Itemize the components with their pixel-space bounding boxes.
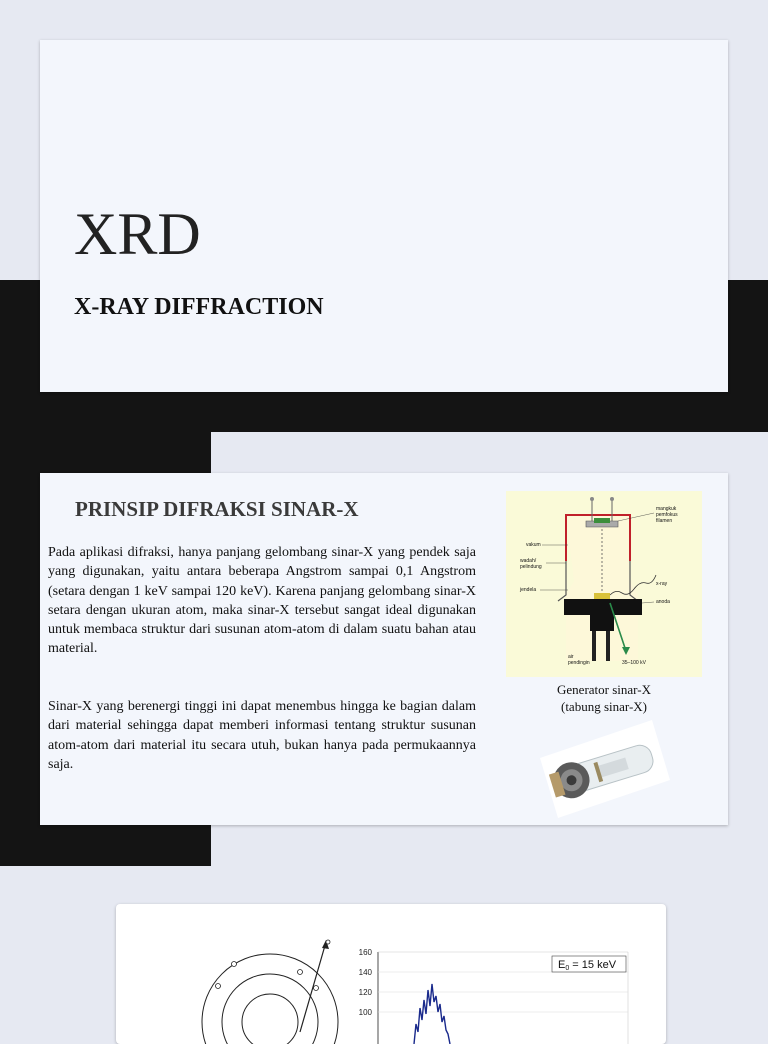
label-voltage: 35–100 kV bbox=[622, 660, 646, 666]
label-jendela: jendela bbox=[520, 587, 537, 593]
label-pendingin: pendingin bbox=[568, 660, 590, 666]
label-filamen: filamen bbox=[656, 518, 673, 524]
label-wadah: wadah/ bbox=[520, 558, 537, 564]
xray-tube-photo bbox=[540, 720, 670, 818]
y-tick-label: 100 bbox=[358, 1008, 372, 1017]
diagram-caption-line-2: (tabung sinar-X) bbox=[560, 699, 648, 714]
label-pelindung: pelindung bbox=[520, 564, 542, 570]
label-vakum: vakum bbox=[526, 542, 541, 548]
label-mangkuk: mangkuk bbox=[656, 506, 677, 512]
energy-label: E0 = 15 keV bbox=[558, 959, 617, 972]
y-tick-label: 120 bbox=[358, 988, 372, 997]
label-xray: x-ray bbox=[656, 581, 668, 587]
xray-tube-diagram bbox=[506, 491, 702, 677]
label-pemfokus: pemfokus bbox=[656, 512, 678, 518]
spectrum-plot bbox=[359, 948, 628, 1044]
diffraction-slide bbox=[116, 904, 666, 1044]
label-anoda: anoda bbox=[656, 599, 670, 605]
title-slide bbox=[40, 40, 728, 392]
page-subtitle: X-RAY DIFFRACTION bbox=[74, 294, 324, 320]
principle-slide bbox=[40, 473, 728, 825]
paragraph-1: Pada aplikasi difraksi, hanya panjang gelombang sinar-X yang pendek saja yang digunakan, yaitu antara beberapa Angstrom sampai 0,1 Angstrom (setara dengan 1 keV sampai 120 keV). Karena panjang gelombang sinar-X setara dengan ukuran atom, maka sinar-X tersebut sangat ideal digunakan untuk membaca struktur dari susunan atom-atom di dalam suatu bahan atau material. bbox=[48, 545, 476, 657]
spectrum-trace bbox=[414, 984, 450, 1044]
atom-rings bbox=[202, 954, 338, 1044]
page-title: XRD bbox=[74, 201, 201, 267]
diffraction-figure bbox=[116, 904, 666, 1044]
label-air: air bbox=[568, 654, 574, 660]
y-tick-label: 140 bbox=[358, 968, 372, 977]
y-tick-label: 160 bbox=[358, 948, 372, 957]
paragraph-2: Sinar-X yang berenergi tinggi ini dapat menembus hingga ke bagian dalam dari material sehingga dapat memberi informasi tentang struktur susunan atom-atom dari material itu secara utuh, bukan hanya pada permukaannya saja. bbox=[48, 699, 476, 772]
diagram-caption-line-1: Generator sinar-X bbox=[557, 682, 651, 697]
slide-heading: PRINSIP DIFRAKSI SINAR-X bbox=[75, 497, 359, 521]
